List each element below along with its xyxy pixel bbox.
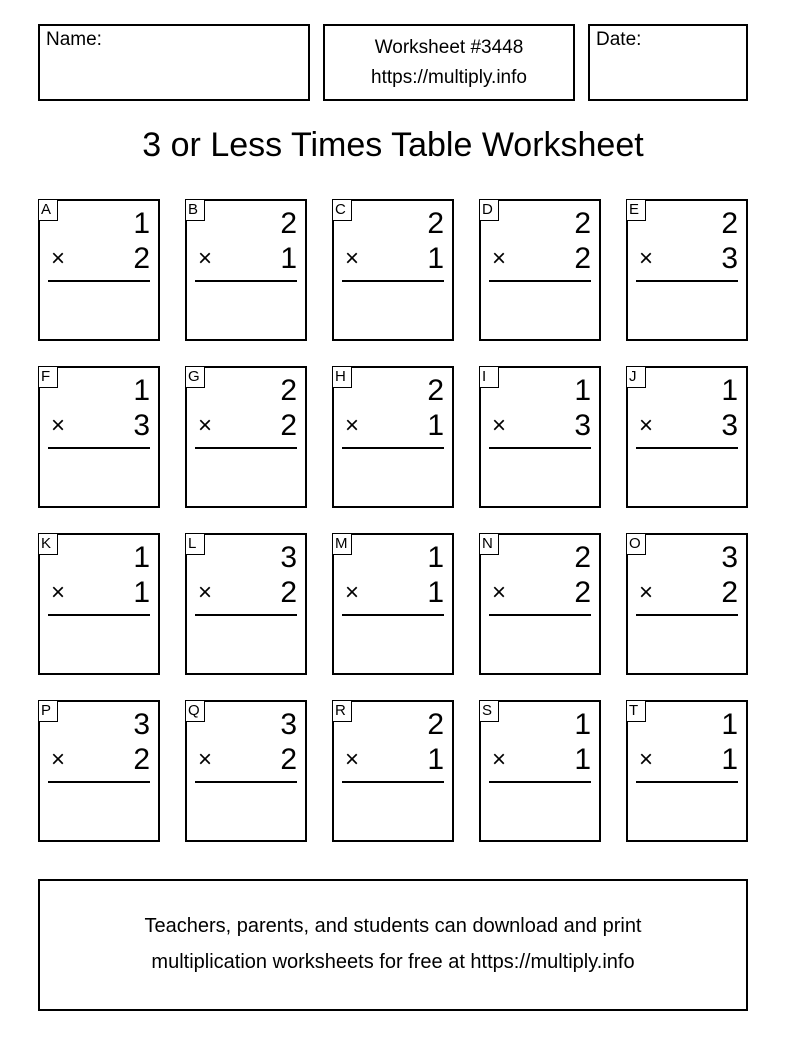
problem-multiplicand: 3 xyxy=(280,708,297,741)
answer-line xyxy=(489,614,591,616)
problem-multiplier: 2 xyxy=(280,576,297,609)
answer-line xyxy=(636,781,738,783)
worksheet-url: https://multiply.info xyxy=(371,67,527,88)
answer-line xyxy=(342,280,444,282)
problem-letter: J xyxy=(626,366,646,388)
problem-letter: I xyxy=(479,366,499,388)
problem-letter: H xyxy=(332,366,352,388)
problem-card[interactable] xyxy=(332,700,454,842)
times-sign: × xyxy=(198,245,213,272)
answer-line xyxy=(195,280,297,282)
times-sign: × xyxy=(345,245,360,272)
problem-multiplicand: 2 xyxy=(280,207,297,240)
times-sign: × xyxy=(198,579,213,606)
answer-line xyxy=(636,447,738,449)
times-sign: × xyxy=(492,579,507,606)
problem-letter: Q xyxy=(185,700,205,722)
problem-card[interactable] xyxy=(38,199,160,341)
problem-multiplicand: 2 xyxy=(721,207,738,240)
problem-multiplicand: 1 xyxy=(721,374,738,407)
date-field-box[interactable] xyxy=(588,24,748,101)
problem-card[interactable] xyxy=(479,700,601,842)
problem-card[interactable] xyxy=(479,366,601,508)
name-label: Name: xyxy=(46,29,102,50)
times-sign: × xyxy=(492,412,507,439)
problem-letter: C xyxy=(332,199,352,221)
problem-card[interactable] xyxy=(185,700,307,842)
problem-card[interactable] xyxy=(626,366,748,508)
problem-card[interactable] xyxy=(332,533,454,675)
problem-letter: F xyxy=(38,366,58,388)
answer-line xyxy=(48,614,150,616)
problem-letter: P xyxy=(38,700,58,722)
problem-multiplicand: 3 xyxy=(721,541,738,574)
date-label: Date: xyxy=(596,29,642,50)
problem-card[interactable] xyxy=(185,199,307,341)
problem-letter: M xyxy=(332,533,352,555)
problem-multiplicand: 2 xyxy=(427,708,444,741)
problem-card[interactable] xyxy=(38,533,160,675)
problem-card[interactable] xyxy=(626,199,748,341)
footer-line-2: multiplication worksheets for free at https://multiply.info xyxy=(151,951,635,973)
answer-line xyxy=(489,447,591,449)
problem-multiplicand: 2 xyxy=(280,374,297,407)
times-sign: × xyxy=(51,412,66,439)
problem-multiplier: 1 xyxy=(574,743,591,776)
problem-multiplier: 1 xyxy=(133,576,150,609)
problem-letter: T xyxy=(626,700,646,722)
answer-line xyxy=(636,614,738,616)
problem-multiplicand: 2 xyxy=(574,207,591,240)
problem-multiplier: 2 xyxy=(574,242,591,275)
problem-multiplier: 2 xyxy=(721,576,738,609)
problem-letter: K xyxy=(38,533,58,555)
answer-line xyxy=(195,781,297,783)
problem-multiplicand: 1 xyxy=(133,541,150,574)
answer-line xyxy=(342,781,444,783)
problem-multiplier: 3 xyxy=(574,409,591,442)
problem-multiplicand: 2 xyxy=(574,541,591,574)
times-sign: × xyxy=(51,579,66,606)
times-sign: × xyxy=(51,245,66,272)
problem-multiplier: 2 xyxy=(280,409,297,442)
problem-letter: N xyxy=(479,533,499,555)
answer-line xyxy=(489,280,591,282)
problem-multiplicand: 1 xyxy=(574,708,591,741)
times-sign: × xyxy=(198,412,213,439)
problem-multiplier: 3 xyxy=(721,242,738,275)
problem-letter: E xyxy=(626,199,646,221)
times-sign: × xyxy=(345,579,360,606)
problem-letter: A xyxy=(38,199,58,221)
worksheet-info-box xyxy=(323,24,575,101)
problem-card[interactable] xyxy=(185,533,307,675)
problem-card[interactable] xyxy=(332,366,454,508)
answer-line xyxy=(636,280,738,282)
problem-grid xyxy=(38,199,748,842)
problem-multiplicand: 1 xyxy=(133,207,150,240)
problem-letter: G xyxy=(185,366,205,388)
problem-multiplicand: 1 xyxy=(427,541,444,574)
answer-line xyxy=(195,447,297,449)
answer-line xyxy=(342,447,444,449)
times-sign: × xyxy=(639,746,654,773)
problem-card[interactable] xyxy=(332,199,454,341)
problem-card[interactable] xyxy=(38,700,160,842)
problem-multiplier: 1 xyxy=(427,576,444,609)
problem-multiplier: 1 xyxy=(427,409,444,442)
problem-multiplicand: 1 xyxy=(574,374,591,407)
problem-card[interactable] xyxy=(38,366,160,508)
times-sign: × xyxy=(198,746,213,773)
problem-multiplier: 1 xyxy=(427,743,444,776)
worksheet-number: Worksheet #3448 xyxy=(374,37,524,58)
times-sign: × xyxy=(492,245,507,272)
problem-letter: L xyxy=(185,533,205,555)
page-title: 3 or Less Times Table Worksheet xyxy=(142,126,644,164)
problem-letter: D xyxy=(479,199,499,221)
problem-multiplicand: 2 xyxy=(427,374,444,407)
problem-multiplier: 2 xyxy=(574,576,591,609)
problem-card[interactable] xyxy=(479,199,601,341)
problem-multiplicand: 1 xyxy=(721,708,738,741)
times-sign: × xyxy=(639,245,654,272)
answer-line xyxy=(48,781,150,783)
problem-multiplier: 2 xyxy=(280,743,297,776)
problem-letter: S xyxy=(479,700,499,722)
problem-multiplicand: 3 xyxy=(133,708,150,741)
times-sign: × xyxy=(345,746,360,773)
problem-card[interactable] xyxy=(185,366,307,508)
times-sign: × xyxy=(51,746,66,773)
times-sign: × xyxy=(345,412,360,439)
problem-multiplier: 1 xyxy=(280,242,297,275)
footer-line-1: Teachers, parents, and students can download and print xyxy=(144,915,642,937)
problem-multiplier: 2 xyxy=(133,743,150,776)
problem-card[interactable] xyxy=(626,533,748,675)
problem-multiplier: 1 xyxy=(721,743,738,776)
problem-multiplier: 3 xyxy=(133,409,150,442)
answer-line xyxy=(342,614,444,616)
problem-multiplicand: 1 xyxy=(133,374,150,407)
footer-note xyxy=(38,879,748,1011)
problem-multiplier: 2 xyxy=(133,242,150,275)
problem-card[interactable] xyxy=(479,533,601,675)
problem-multiplier: 1 xyxy=(427,242,444,275)
times-sign: × xyxy=(639,412,654,439)
times-sign: × xyxy=(639,579,654,606)
problem-letter: B xyxy=(185,199,205,221)
problem-multiplier: 3 xyxy=(721,409,738,442)
problem-multiplicand: 3 xyxy=(280,541,297,574)
answer-line xyxy=(489,781,591,783)
answer-line xyxy=(48,447,150,449)
times-sign: × xyxy=(492,746,507,773)
answer-line xyxy=(195,614,297,616)
problem-multiplicand: 2 xyxy=(427,207,444,240)
answer-line xyxy=(48,280,150,282)
problem-letter: R xyxy=(332,700,352,722)
problem-letter: O xyxy=(626,533,646,555)
problem-card[interactable] xyxy=(626,700,748,842)
name-field-box[interactable] xyxy=(38,24,310,101)
